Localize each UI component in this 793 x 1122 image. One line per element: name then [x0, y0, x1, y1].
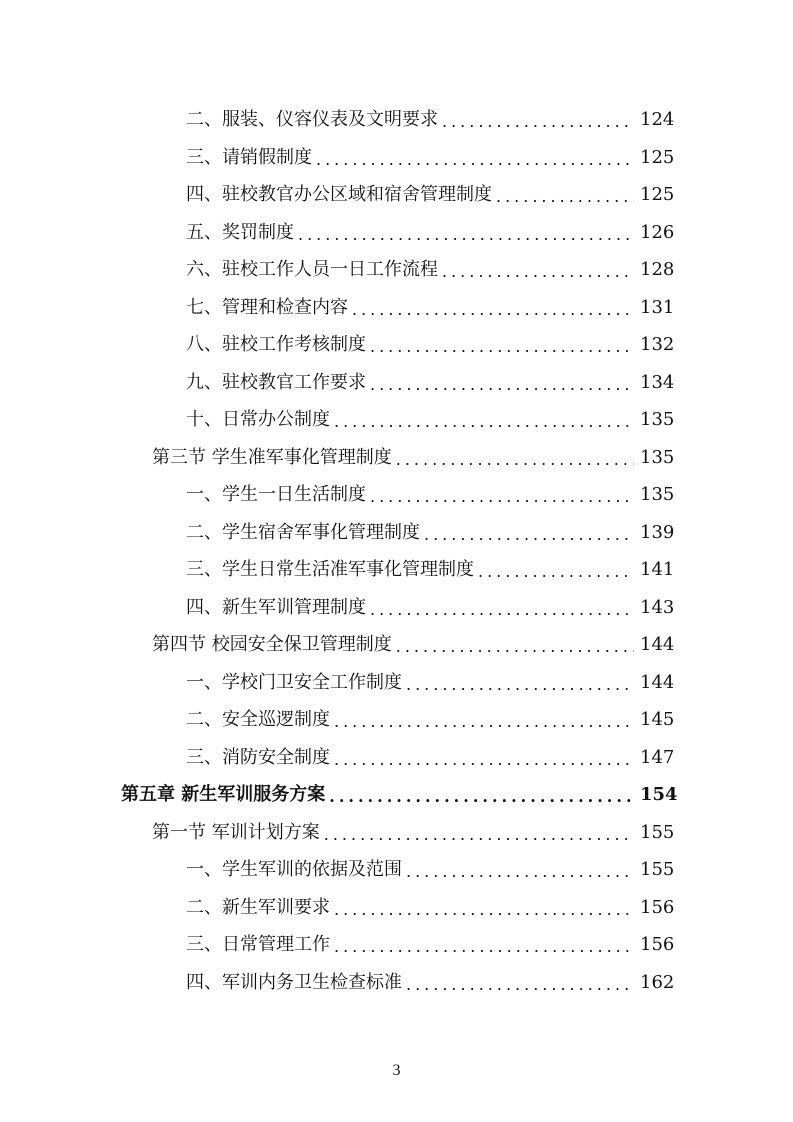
toc-entry-title: 三、学生日常生活准军事化管理制度 [186, 559, 474, 580]
toc-dot-leader [324, 816, 634, 854]
toc-dot-leader [334, 703, 634, 741]
toc-entry-title: 第三节 学生准军事化管理制度 [152, 446, 392, 468]
toc-entry-title: 第五章 新生军训服务方案 [121, 784, 326, 805]
toc-entry[interactable] [0, 139, 793, 177]
toc-entry[interactable] [0, 664, 793, 702]
toc-entry-title: 五、奖罚制度 [186, 221, 294, 243]
toc-entry-page: 132 [640, 334, 675, 355]
toc-entry-title: 一、学校门卫安全工作制度 [186, 671, 402, 693]
toc-entry[interactable] [0, 739, 793, 777]
toc-entry-page: 144 [640, 671, 675, 693]
toc-entry-title: 第一节 军训计划方案 [152, 821, 320, 843]
toc-entry-page: 135 [640, 409, 675, 430]
toc-dot-leader [442, 253, 634, 291]
page-number: 3 [392, 1062, 401, 1079]
toc-entry[interactable] [0, 364, 793, 402]
toc-dot-leader [396, 441, 634, 479]
toc-entry-title: 一、学生一日生活制度 [186, 484, 366, 505]
toc-entry-page: 147 [640, 746, 675, 768]
toc-dot-leader [406, 853, 634, 891]
toc-entry-page: 154 [640, 784, 678, 805]
toc-entry-section[interactable] [0, 439, 793, 477]
toc-entry[interactable] [0, 851, 793, 889]
toc-entry-title: 十、日常办公制度 [186, 409, 330, 430]
toc-entry-page: 139 [640, 521, 675, 543]
toc-dot-leader [334, 741, 634, 779]
toc-entry[interactable] [0, 214, 793, 252]
toc-entry[interactable] [0, 964, 793, 1002]
toc-dot-leader [406, 966, 634, 1004]
toc-dot-leader [370, 366, 634, 404]
toc-entry[interactable] [0, 326, 793, 364]
toc-entry-page: 134 [640, 371, 675, 393]
toc-dot-leader [370, 591, 634, 629]
toc-entry-title: 三、请销假制度 [186, 146, 312, 168]
toc-entry-title: 四、军训内务卫生检查标准 [186, 971, 402, 993]
toc-dot-leader [370, 328, 634, 366]
toc-entry-section[interactable] [0, 626, 793, 664]
toc-entry-page: 162 [640, 971, 675, 993]
toc-entry-page: 145 [640, 709, 675, 730]
toc-entry[interactable] [0, 289, 793, 327]
toc-entry-page: 155 [640, 821, 675, 843]
toc-dot-leader [334, 403, 634, 441]
toc-entry-page: 131 [640, 296, 675, 318]
toc-entry-title: 二、新生军训要求 [186, 896, 330, 918]
toc-entry-page: 125 [640, 146, 675, 168]
toc-entry-page: 135 [640, 446, 675, 468]
toc-entry-chapter[interactable] [0, 776, 793, 814]
toc-entry-title: 一、学生军训的依据及范围 [186, 859, 402, 880]
table-of-contents [0, 101, 793, 1001]
toc-entry-title: 四、新生军训管理制度 [186, 596, 366, 618]
toc-entry-page: 155 [640, 859, 675, 880]
toc-dot-leader [478, 553, 634, 591]
toc-entry-title: 九、驻校教官工作要求 [186, 371, 366, 393]
toc-dot-leader [406, 666, 634, 704]
toc-entry-page: 156 [640, 896, 675, 918]
toc-entry[interactable] [0, 589, 793, 627]
toc-entry-page: 144 [640, 634, 675, 655]
toc-dot-leader [298, 216, 634, 254]
toc-entry-page: 135 [640, 484, 675, 505]
toc-entry[interactable] [0, 476, 793, 514]
toc-entry[interactable] [0, 514, 793, 552]
toc-entry-page: 128 [640, 259, 675, 280]
toc-entry-title: 三、日常管理工作 [186, 934, 330, 955]
toc-entry-title: 八、驻校工作考核制度 [186, 334, 366, 355]
toc-entry-page: 126 [640, 221, 675, 243]
toc-dot-leader [496, 178, 634, 216]
toc-entry-page: 143 [640, 596, 675, 618]
toc-entry[interactable] [0, 926, 793, 964]
toc-entry[interactable] [0, 251, 793, 289]
toc-entry-title: 七、管理和检查内容 [186, 296, 348, 318]
toc-dot-leader [334, 928, 634, 966]
toc-dot-leader [396, 628, 634, 666]
toc-entry-title: 二、服装、仪容仪表及文明要求 [186, 109, 438, 130]
toc-dot-leader [370, 478, 634, 516]
toc-entry-title: 三、消防安全制度 [186, 746, 330, 768]
toc-dot-leader [424, 516, 634, 554]
toc-entry-page: 156 [640, 934, 675, 955]
toc-entry-title: 四、驻校教官办公区域和宿舍管理制度 [186, 184, 492, 205]
toc-entry[interactable] [0, 101, 793, 139]
toc-entry[interactable] [0, 551, 793, 589]
toc-entry[interactable] [0, 176, 793, 214]
toc-entry-title: 第四节 校园安全保卫管理制度 [152, 634, 392, 655]
toc-entry-title: 二、安全巡逻制度 [186, 709, 330, 730]
toc-entry-title: 六、驻校工作人员一日工作流程 [186, 259, 438, 280]
toc-entry-page: 124 [640, 109, 675, 130]
toc-entry[interactable] [0, 701, 793, 739]
toc-dot-leader [352, 291, 634, 329]
toc-entry-page: 125 [640, 184, 675, 205]
toc-entry-page: 141 [640, 559, 675, 580]
toc-dot-leader [316, 141, 634, 179]
toc-dot-leader [334, 891, 634, 929]
toc-entry-title: 二、学生宿舍军事化管理制度 [186, 521, 420, 543]
toc-entry[interactable] [0, 401, 793, 439]
toc-dot-leader [442, 103, 634, 141]
toc-entry-section[interactable] [0, 814, 793, 852]
toc-dot-leader [329, 778, 634, 816]
toc-entry[interactable] [0, 889, 793, 927]
